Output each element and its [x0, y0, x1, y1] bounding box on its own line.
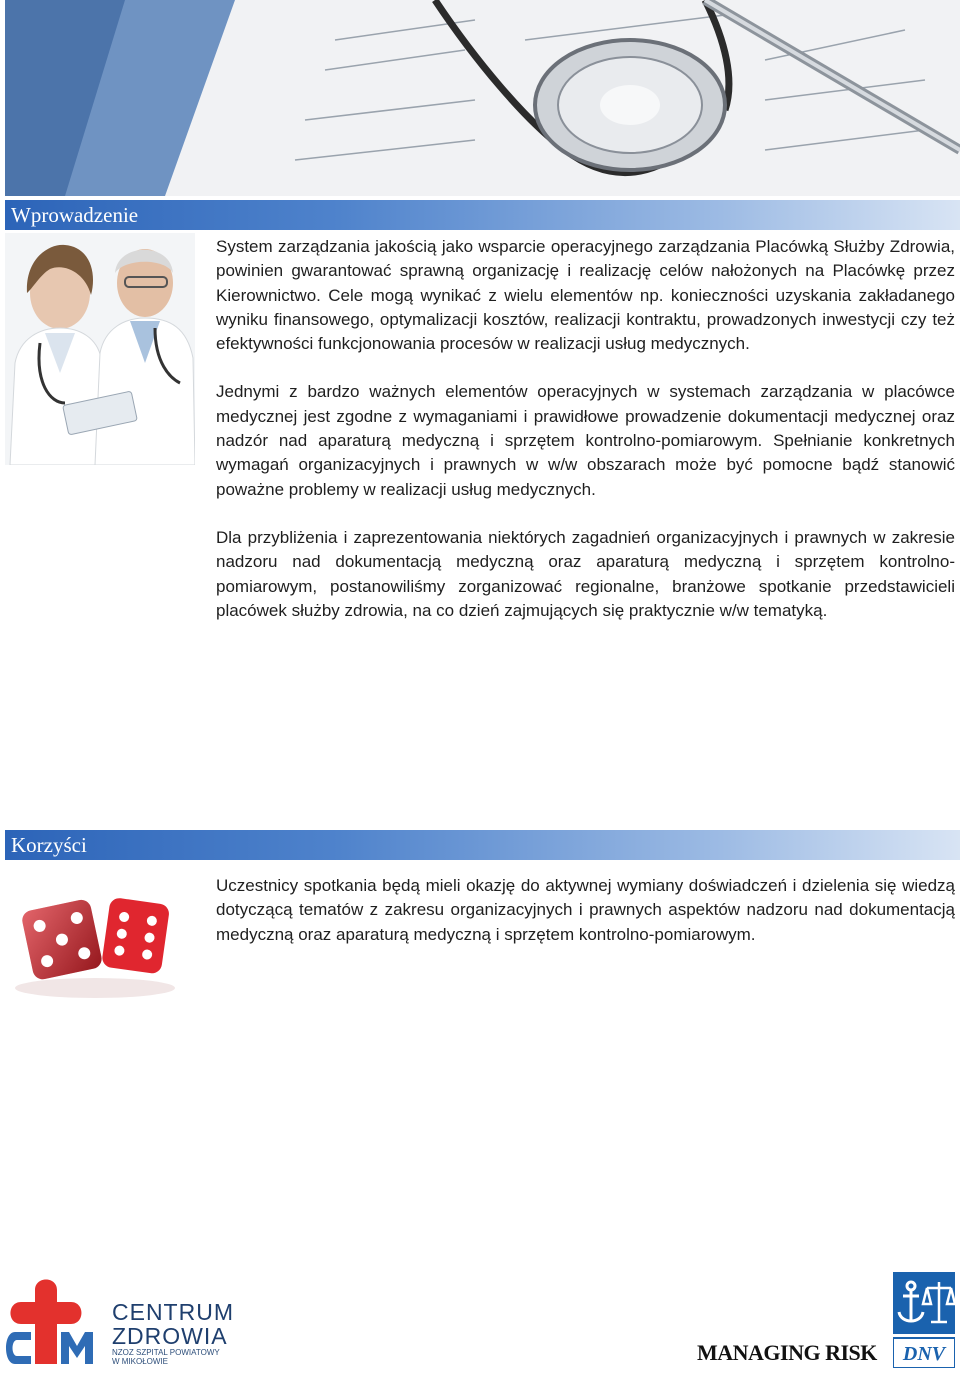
dice-photo	[5, 870, 185, 1010]
intro-paragraph-3: Dla przybliżenia i zaprezentowania niektórych zagadnień organizacyjnych i prawnych w zakresie nadzoru nad dokumentacją medyczną oraz aparaturą medyczną i sprzętem kontrolno-pomiarowym, postanowiliśmy zorganizować regionalne, branżowe spotkanie przedstawicieli placówek służby zdrowia, na co dzień zajmujących się praktycznie w/w tematyką.	[216, 527, 955, 620]
intro-section-title: Wprowadzenie	[11, 203, 139, 227]
stethoscope-illustration	[5, 0, 960, 196]
benefits-text	[216, 874, 955, 971]
cm-logo-line-3: NZOZ SZPITAL POWIATOWY	[112, 1348, 220, 1357]
dnv-logo	[893, 1272, 955, 1368]
intro-section-header	[5, 200, 960, 230]
intro-paragraph-2: Jednymi z bardzo ważnych elementów operacyjnych w systemach zarządzania w placówce medycznej jest zgodne z wymaganiami i prawidłowe prowadzenie dokumentacji medycznej oraz nadzór nad aparaturą medyczną i sprzętem kontrolno-pomiarowym. Spełnianie konkretnych wymagań organizacyjnych i prawnych w w/w obszarach może być pomocne bądź stanowić poważne problemy w realizacji usług medycznych.	[216, 382, 955, 499]
cm-logo-mark	[5, 1272, 110, 1368]
benefits-section-header	[5, 830, 960, 860]
intro-paragraph-1: System zarządzania jakością jako wsparcie operacyjnego zarządzania Placówką Służby Zdrowia, powinien gwarantować sprawną organizację i realizację celów nałożonych na Placówkę przez Kierownictwo. Cele mogą wynikać z wielu elementów np. konieczności uzyskania zakładanego wyniku finansowego, optymalizacji kosztów, realizacji kontraktu, prowadzonych inwestycji czy też efektywności funkcjonowania procesów w realizacji usług medycznych.	[216, 237, 955, 354]
benefits-paragraph-1: Uczestnicy spotkania będą mieli okazję do aktywnej wymiany doświadczeń i dzielenia się wiedzą dotyczącą tematów z zakresu organizacyjnych i prawnych aspektów nadzoru nad dokumentacją medyczną oraz aparaturą medyczną i sprzętem kontrolno-pomiarowym.	[216, 876, 955, 944]
benefits-section-title: Korzyści	[11, 833, 87, 857]
doctors-illustration	[5, 233, 195, 465]
cm-logo-line-4: W MIKOŁOWIE	[112, 1357, 168, 1366]
doctors-photo	[5, 233, 195, 465]
dnv-emblem-icon	[893, 1272, 955, 1368]
dnv-label: DNV	[902, 1343, 946, 1365]
intro-text	[216, 235, 955, 647]
cm-logo-line-2: ZDROWIA	[112, 1323, 228, 1349]
managing-risk-tagline: MANAGING RISK	[697, 1340, 877, 1365]
dice-illustration	[5, 870, 185, 1010]
cm-logo-text	[112, 1300, 234, 1366]
header-photo	[5, 0, 960, 196]
cm-logo-line-1: CENTRUM	[112, 1299, 234, 1325]
